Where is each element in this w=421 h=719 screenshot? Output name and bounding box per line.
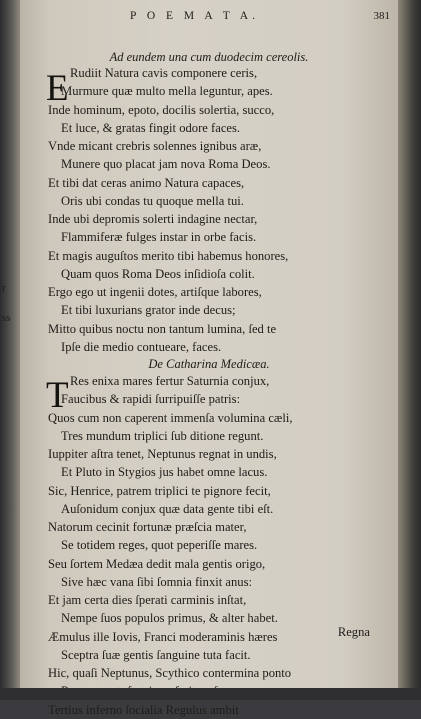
verse-line: Se totidem reges, quot peperiſſe mares. — [61, 538, 258, 553]
verse-line: Et jam certa dies ſperati carminis inſtat, — [48, 593, 247, 607]
verse-line: Ipſe die medio contueare, faces. — [61, 339, 222, 354]
page-header — [20, 10, 398, 28]
scan-border — [0, 688, 421, 700]
verse-line: Hic, quaſi Neptunus, Scythico contermina ponto — [48, 666, 292, 680]
verse-line: Sive hæc vana ſibi ſomnia finxit anus: — [61, 574, 252, 589]
verse-line: Quos cum non caperent immenſa volumina cæli, — [48, 410, 293, 425]
facing-page-letter: ss — [2, 312, 11, 324]
verse-line: Nempe ſuos populos primus, & alter habet. — [61, 611, 278, 626]
verse-line: Et tibi dat ceras animo Natura capaces, — [48, 175, 245, 190]
verse-line: Seu ſortem Medæa dedit mala gentis origo, — [48, 556, 266, 571]
verse-line: Mitto quibus noctu non tantum lumina, ſed te — [48, 321, 277, 336]
verse-line: Iuppiter aſtra tenet, Neptunus regnat in undis, — [48, 447, 277, 461]
verse-line: Sic, Henrice, patrem triplici te pignore fecit, — [48, 483, 271, 498]
facing-page-letter: r — [2, 282, 6, 294]
page-block-edge — [398, 0, 421, 700]
verse-line: Et tibi luxurians grator inde decus; — [61, 303, 236, 318]
verse-line: Inde hominum, epoto, docilis solertia, succo, — [48, 102, 275, 117]
poem-title: De Catharina Medicæa. — [148, 357, 270, 371]
verse-line: Et Pluto in Stygios jus habet omne lacus. — [61, 465, 268, 480]
verse-line: Et luce, & gratas fingit odore faces. — [61, 120, 241, 135]
verse-line: Flammiferæ fulges instar in orbe facis. — [61, 230, 257, 245]
verse-line: Munere quo placat jam nova Roma Deos. — [61, 157, 271, 172]
verse-line: Ergo ego ut ingenii dotes, artiſque labores, — [48, 285, 262, 299]
poem-body — [48, 64, 388, 356]
verse-line: Murmure quæ multo mella leguntur, apes. — [61, 84, 273, 99]
verse-line: Æmulus ille Iovis, Franci moderaminis hæres — [48, 629, 278, 644]
verse-line: Rudiit Natura cavis componere ceris, — [70, 66, 258, 80]
book-page — [20, 0, 398, 717]
facing-page-fragment — [0, 0, 20, 700]
verse-line: Tertius inferno ſocialia Regulus ambit — [48, 702, 239, 717]
poem-body — [48, 372, 388, 719]
poem-title: Ad eundem una cum duodecim cereolis. — [109, 50, 309, 64]
verse-line: Quam quos Roma Deos inſidioſa colit. — [61, 266, 255, 281]
verse-line: Tres mundum triplici ſub ditione regunt. — [61, 428, 264, 443]
page-number: 381 — [373, 10, 390, 22]
drop-cap: T — [46, 375, 69, 416]
verse-line: Oris ubi condas tu quoque mella tui. — [61, 193, 244, 208]
verse-line: Res enixa mares fertur Saturnia conjux, — [70, 374, 270, 388]
verse-line: Sceptra ſuæ gentis ſanguine tuta facit. — [61, 647, 251, 662]
running-title: P O E M A T A. — [130, 10, 259, 22]
verse-line: Faucibus & rapidi ſurripuiſſe patris: — [61, 392, 241, 407]
verse-line: Et magis auguſtos merito tibi habemus honores, — [48, 248, 289, 263]
catchword: Regna — [337, 625, 370, 639]
drop-cap: E — [46, 68, 69, 109]
verse-line: Vnde micant crebris solennes ignibus aræ, — [48, 139, 262, 153]
verse-line: Inde ubi depromis solerti indagine nectar, — [48, 212, 258, 226]
verse-line: Natorum cecinit fortunæ præſcia mater, — [48, 520, 247, 534]
verse-line: Auſonidum conjux quæ data gente tibi eſt. — [61, 501, 274, 516]
